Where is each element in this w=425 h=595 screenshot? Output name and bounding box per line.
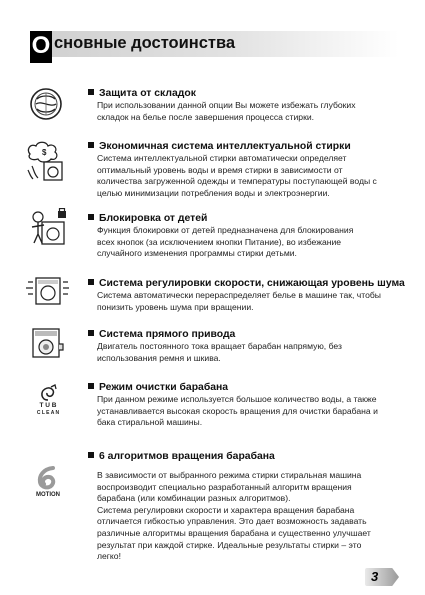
feature-text-line: Система интеллектуальной стирки автоматически определяет bbox=[97, 153, 347, 163]
feature-text-line: складок на белье после завершения процесса стирки. bbox=[97, 111, 315, 122]
feature-text-line: бака стиральной машины. bbox=[97, 417, 203, 428]
feature-text-line: При использовании данной опции Вы можете избежать глубоких bbox=[97, 100, 356, 110]
feature-text-line: Система автоматически перераспределяет белье в машине так, чтобы bbox=[97, 290, 381, 300]
feature-text-line: В зависимости от выбранного режима стирки стиральная машина bbox=[97, 470, 362, 480]
feature-text-line: легко! bbox=[97, 551, 121, 562]
feature-text-line: понизить уровень шума при вращении. bbox=[97, 301, 254, 312]
feature-text-line: результат при каждой стирке. Идеальные результаты стирки – это bbox=[97, 539, 362, 550]
low-noise-icon bbox=[24, 272, 70, 306]
feature-anti-crease bbox=[88, 87, 400, 123]
feature-text-line: всех кнопок (за исключением кнопки Питание), во избежание bbox=[97, 236, 342, 247]
svg-text:$: $ bbox=[42, 148, 47, 157]
feature-text-line: барабана (или комбинации разных алгоритмов). bbox=[97, 493, 291, 504]
feature-six-motion bbox=[88, 450, 400, 563]
feature-text-line: Двигатель постоянного тока вращает барабан напрямую, без bbox=[97, 341, 342, 351]
feature-text-line: При данном режиме используется большое количество воды, а также bbox=[97, 394, 377, 404]
tub-clean-icon bbox=[30, 384, 66, 424]
feature-text-line: отличается гибкостью управления. Это дает возможность задавать bbox=[97, 516, 367, 527]
motion-six-icon bbox=[35, 465, 61, 491]
page-number: 3 bbox=[371, 569, 379, 584]
page-title: сновные достоинства bbox=[54, 34, 236, 52]
feature-direct-drive bbox=[88, 328, 400, 364]
feature-text-line: Система регулировки скорости и характера вращения барабана bbox=[97, 504, 355, 515]
tub-clean-label: C L E A N bbox=[36, 410, 60, 416]
feature-tub-clean bbox=[88, 381, 400, 429]
smart-wash-icon bbox=[24, 140, 70, 182]
bullet bbox=[88, 214, 94, 220]
motion-icon bbox=[28, 465, 68, 505]
feature-text-line: целью минимизации потребления воды и электроэнергии. bbox=[97, 187, 330, 198]
direct-drive-icon bbox=[30, 326, 64, 360]
bullet bbox=[88, 279, 94, 285]
anti-crease-icon bbox=[26, 86, 66, 122]
feature-text-line: оптимальный уровень воды и время стирки в зависимости от bbox=[97, 164, 343, 175]
feature-text-line: количества загруженной одежды и температуры поступающей воды с bbox=[97, 176, 377, 187]
child-lock-icon bbox=[28, 208, 68, 246]
feature-text-line: воспроизводит специально разработанный алгоритм вращения bbox=[97, 481, 352, 492]
bullet bbox=[88, 89, 94, 95]
feature-text-line: устанавливается высокая скорость вращения для очистки барабана и bbox=[97, 405, 378, 416]
tub-clean-label: T U B bbox=[39, 402, 57, 409]
feature-smart-wash bbox=[88, 140, 400, 199]
bullet bbox=[88, 142, 94, 148]
feature-low-noise bbox=[88, 277, 405, 313]
feature-title: Защита от складок bbox=[99, 88, 196, 99]
feature-text-line: случайного изменения программы стирки детьми. bbox=[97, 248, 297, 259]
bullet bbox=[88, 383, 94, 389]
tub-clean-swirl-icon bbox=[37, 384, 59, 402]
feature-title: Блокировка от детей bbox=[99, 213, 208, 224]
feature-title: Система прямого привода bbox=[99, 329, 236, 340]
feature-title: 6 алгоритмов вращения барабана bbox=[99, 451, 275, 462]
feature-title: Режим очистки барабана bbox=[99, 382, 229, 393]
feature-text-line: Функция блокировки от детей предназначена для блокирования bbox=[97, 225, 354, 235]
title-drop-letter: О bbox=[30, 31, 52, 63]
feature-text-line: использования ремня и шкива. bbox=[97, 352, 221, 363]
motion-label: MOTION bbox=[36, 492, 60, 498]
bullet bbox=[88, 452, 94, 458]
bullet bbox=[88, 330, 94, 336]
feature-child-lock bbox=[88, 212, 400, 260]
feature-title: Система регулировки скорости, снижающая уровень шума bbox=[99, 278, 405, 289]
feature-text-line: различные алгоритмы вращения барабана и существенно улучшает bbox=[97, 527, 371, 538]
feature-title: Экономичная система интеллектуальной стирки bbox=[99, 141, 351, 152]
